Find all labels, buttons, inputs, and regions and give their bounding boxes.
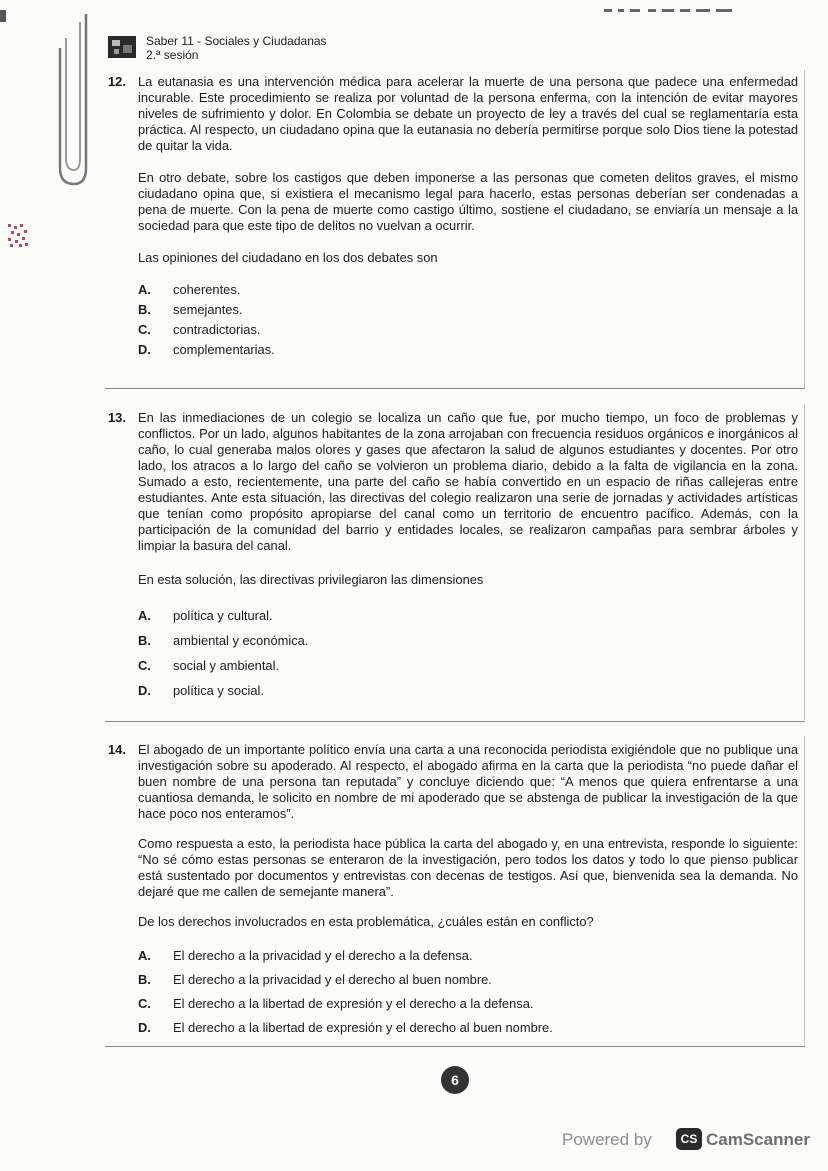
question-paragraph: La eutanasia es una intervención médica para acelerar la muerte de una persona que padece una enfermedad incurable. Este procedimiento se realiza por voluntad de la persona enferma, con la intención de evitar mayores niveles de sufrimiento y dolor. En Colombia se debate un proyecto de ley a través del cual se reglamentaría esta práctica. Al respecto, un ciudadano opina que la eutanasia no debería permitirse porque solo Dios tiene la potestad de quitar la vida. xyxy=(138,74,798,153)
option-text: ambiental y económica. xyxy=(173,633,309,648)
scan-mark xyxy=(0,10,6,22)
option-text: El derecho a la privacidad y el derecho a la defensa. xyxy=(173,948,473,963)
question-paragraph: Como respuesta a esto, la periodista hace pública la carta del abogado y, en una entrevista, responde lo siguiente: “No sé cómo estas personas se enteraron de la investigación, pero todos los datos y todo lo que pienso publicar está sustentado por documentos y entrevistas con decenas de testigos. Así que, bienvenida sea la demanda. No dejaré que me callen de semejante manera”. xyxy=(138,836,798,899)
answer-option-c[interactable] xyxy=(138,658,798,683)
camscanner-logo-icon: CS xyxy=(676,1128,702,1150)
option-text: coherentes. xyxy=(173,282,241,297)
margin-line xyxy=(804,70,805,388)
question-paragraph: En otro debate, sobre los castigos que deben imponerse a las personas que cometen delitos graves, el mismo ciudadano opina que, si existiera el mecanismo legal para hacerlo, estas personas deberían ser condenadas a pena de muerte. Con la pena de muerte como castigo último, sostiene el ciudadano, se enviaría un mensaje a la sociedad para que este tipo de delitos no vuelvan a ocurrir. xyxy=(138,170,798,233)
option-text: social y ambiental. xyxy=(173,658,280,673)
option-text: semejantes. xyxy=(173,302,243,317)
option-text: El derecho a la libertad de expresión y el derecho a la defensa. xyxy=(173,996,534,1011)
answer-options xyxy=(108,282,798,362)
paper-clip-icon xyxy=(52,8,90,188)
registration-mark-icon xyxy=(6,222,30,248)
answer-option-c[interactable] xyxy=(138,322,798,342)
question-14 xyxy=(108,742,798,1044)
answer-options xyxy=(108,948,798,1044)
answer-option-b[interactable] xyxy=(138,633,798,658)
question-paragraph: El abogado de un importante político envía una carta a una reconocida periodista exigiéndole que no publique una investigación sobre su apoderado. Al respecto, el abogado afirma en la carta que la periodista “no puede dañar el buen nombre de una persona tan reputada” y concluye diciendo que: “A menos que quiera enfrentarse a una cuantiosa demanda, le solicito en nombre de mi apoderado que se abstenga de publicar la investigación de la que hace poco nos enteramos”. xyxy=(138,742,798,821)
answer-option-d[interactable] xyxy=(138,683,798,708)
option-text: El derecho a la privacidad y el derecho al buen nombre. xyxy=(173,972,492,987)
answer-option-a[interactable] xyxy=(138,608,798,633)
option-letter: A. xyxy=(138,948,151,963)
question-number: 14. xyxy=(108,742,126,757)
option-text: política y social. xyxy=(173,683,264,698)
question-prompt: Las opiniones del ciudadano en los dos debates son xyxy=(138,250,438,265)
watermark-powered-by: Powered by xyxy=(562,1130,652,1149)
option-letter: C. xyxy=(138,322,151,337)
section-divider xyxy=(105,388,805,389)
option-letter: B. xyxy=(138,633,151,648)
question-prompt: De los derechos involucrados en esta problemática, ¿cuáles están en conflicto? xyxy=(138,914,594,929)
question-paragraph: En las inmediaciones de un colegio se localiza un caño que fue, por mucho tiempo, un foco de problemas y conflictos. Por un lado, algunos habitantes de la zona arrojaban con frecuencia residuos orgánicos e inorgánicos al caño, lo cual generaba malos olores y gases que afectaron la salud de algunos estudiantes y docentes. Por otro lado, los atracos a lo largo del caño se volvieron un problema diario, debido a la falta de vigilancia en la zona. Sumado a esto, recientemente, una parte del caño se había convertido en un espacio de riñas callejeras entre estudiantes. Ante esta situación, las directivas del colegio realizaron una serie de jornadas y actividades artísticas que tenían como propósito apropiarse del canal como un territorio de encuentro pacífico. Además, con la participación de la comunidad del barrio y entidades locales, se realizaron campañas para sembrar árboles y limpiar la basura del canal. xyxy=(138,410,798,553)
question-number: 12. xyxy=(108,74,126,89)
option-letter: D. xyxy=(138,683,151,698)
question-12 xyxy=(108,74,798,362)
section-divider xyxy=(105,1046,805,1047)
icfes-logo-icon xyxy=(108,36,136,58)
answer-option-b[interactable] xyxy=(138,302,798,322)
option-text: política y cultural. xyxy=(173,608,273,623)
option-text: contradictorias. xyxy=(173,322,261,337)
question-13 xyxy=(108,410,798,708)
margin-line xyxy=(804,404,805,720)
answer-option-a[interactable] xyxy=(138,948,798,972)
option-letter: C. xyxy=(138,996,151,1011)
exam-title: Saber 11 - Sociales y Ciudadanas xyxy=(146,34,327,48)
question-number: 13. xyxy=(108,410,126,425)
option-letter: D. xyxy=(138,342,151,357)
question-prompt: En esta solución, las directivas privilegiaron las dimensiones xyxy=(138,572,484,587)
option-letter: B. xyxy=(138,972,151,987)
section-divider xyxy=(105,721,805,722)
margin-line xyxy=(804,736,805,1046)
option-letter: C. xyxy=(138,658,151,673)
answer-option-d[interactable] xyxy=(138,342,798,362)
exam-header xyxy=(108,34,368,64)
answer-options xyxy=(108,608,798,708)
option-letter: A. xyxy=(138,608,151,623)
option-letter: D. xyxy=(138,1020,151,1035)
option-letter: B. xyxy=(138,302,151,317)
answer-option-a[interactable] xyxy=(138,282,798,302)
option-text: El derecho a la libertad de expresión y el derecho al buen nombre. xyxy=(173,1020,553,1035)
answer-option-c[interactable] xyxy=(138,996,798,1020)
exam-session: 2.ª sesión xyxy=(146,48,199,62)
answer-option-b[interactable] xyxy=(138,972,798,996)
option-text: complementarias. xyxy=(173,342,275,357)
option-letter: A. xyxy=(138,282,151,297)
answer-option-d[interactable] xyxy=(138,1020,798,1044)
watermark-brand: CamScanner xyxy=(706,1130,810,1149)
scan-noise xyxy=(596,6,736,16)
page-number: 6 xyxy=(441,1066,469,1094)
